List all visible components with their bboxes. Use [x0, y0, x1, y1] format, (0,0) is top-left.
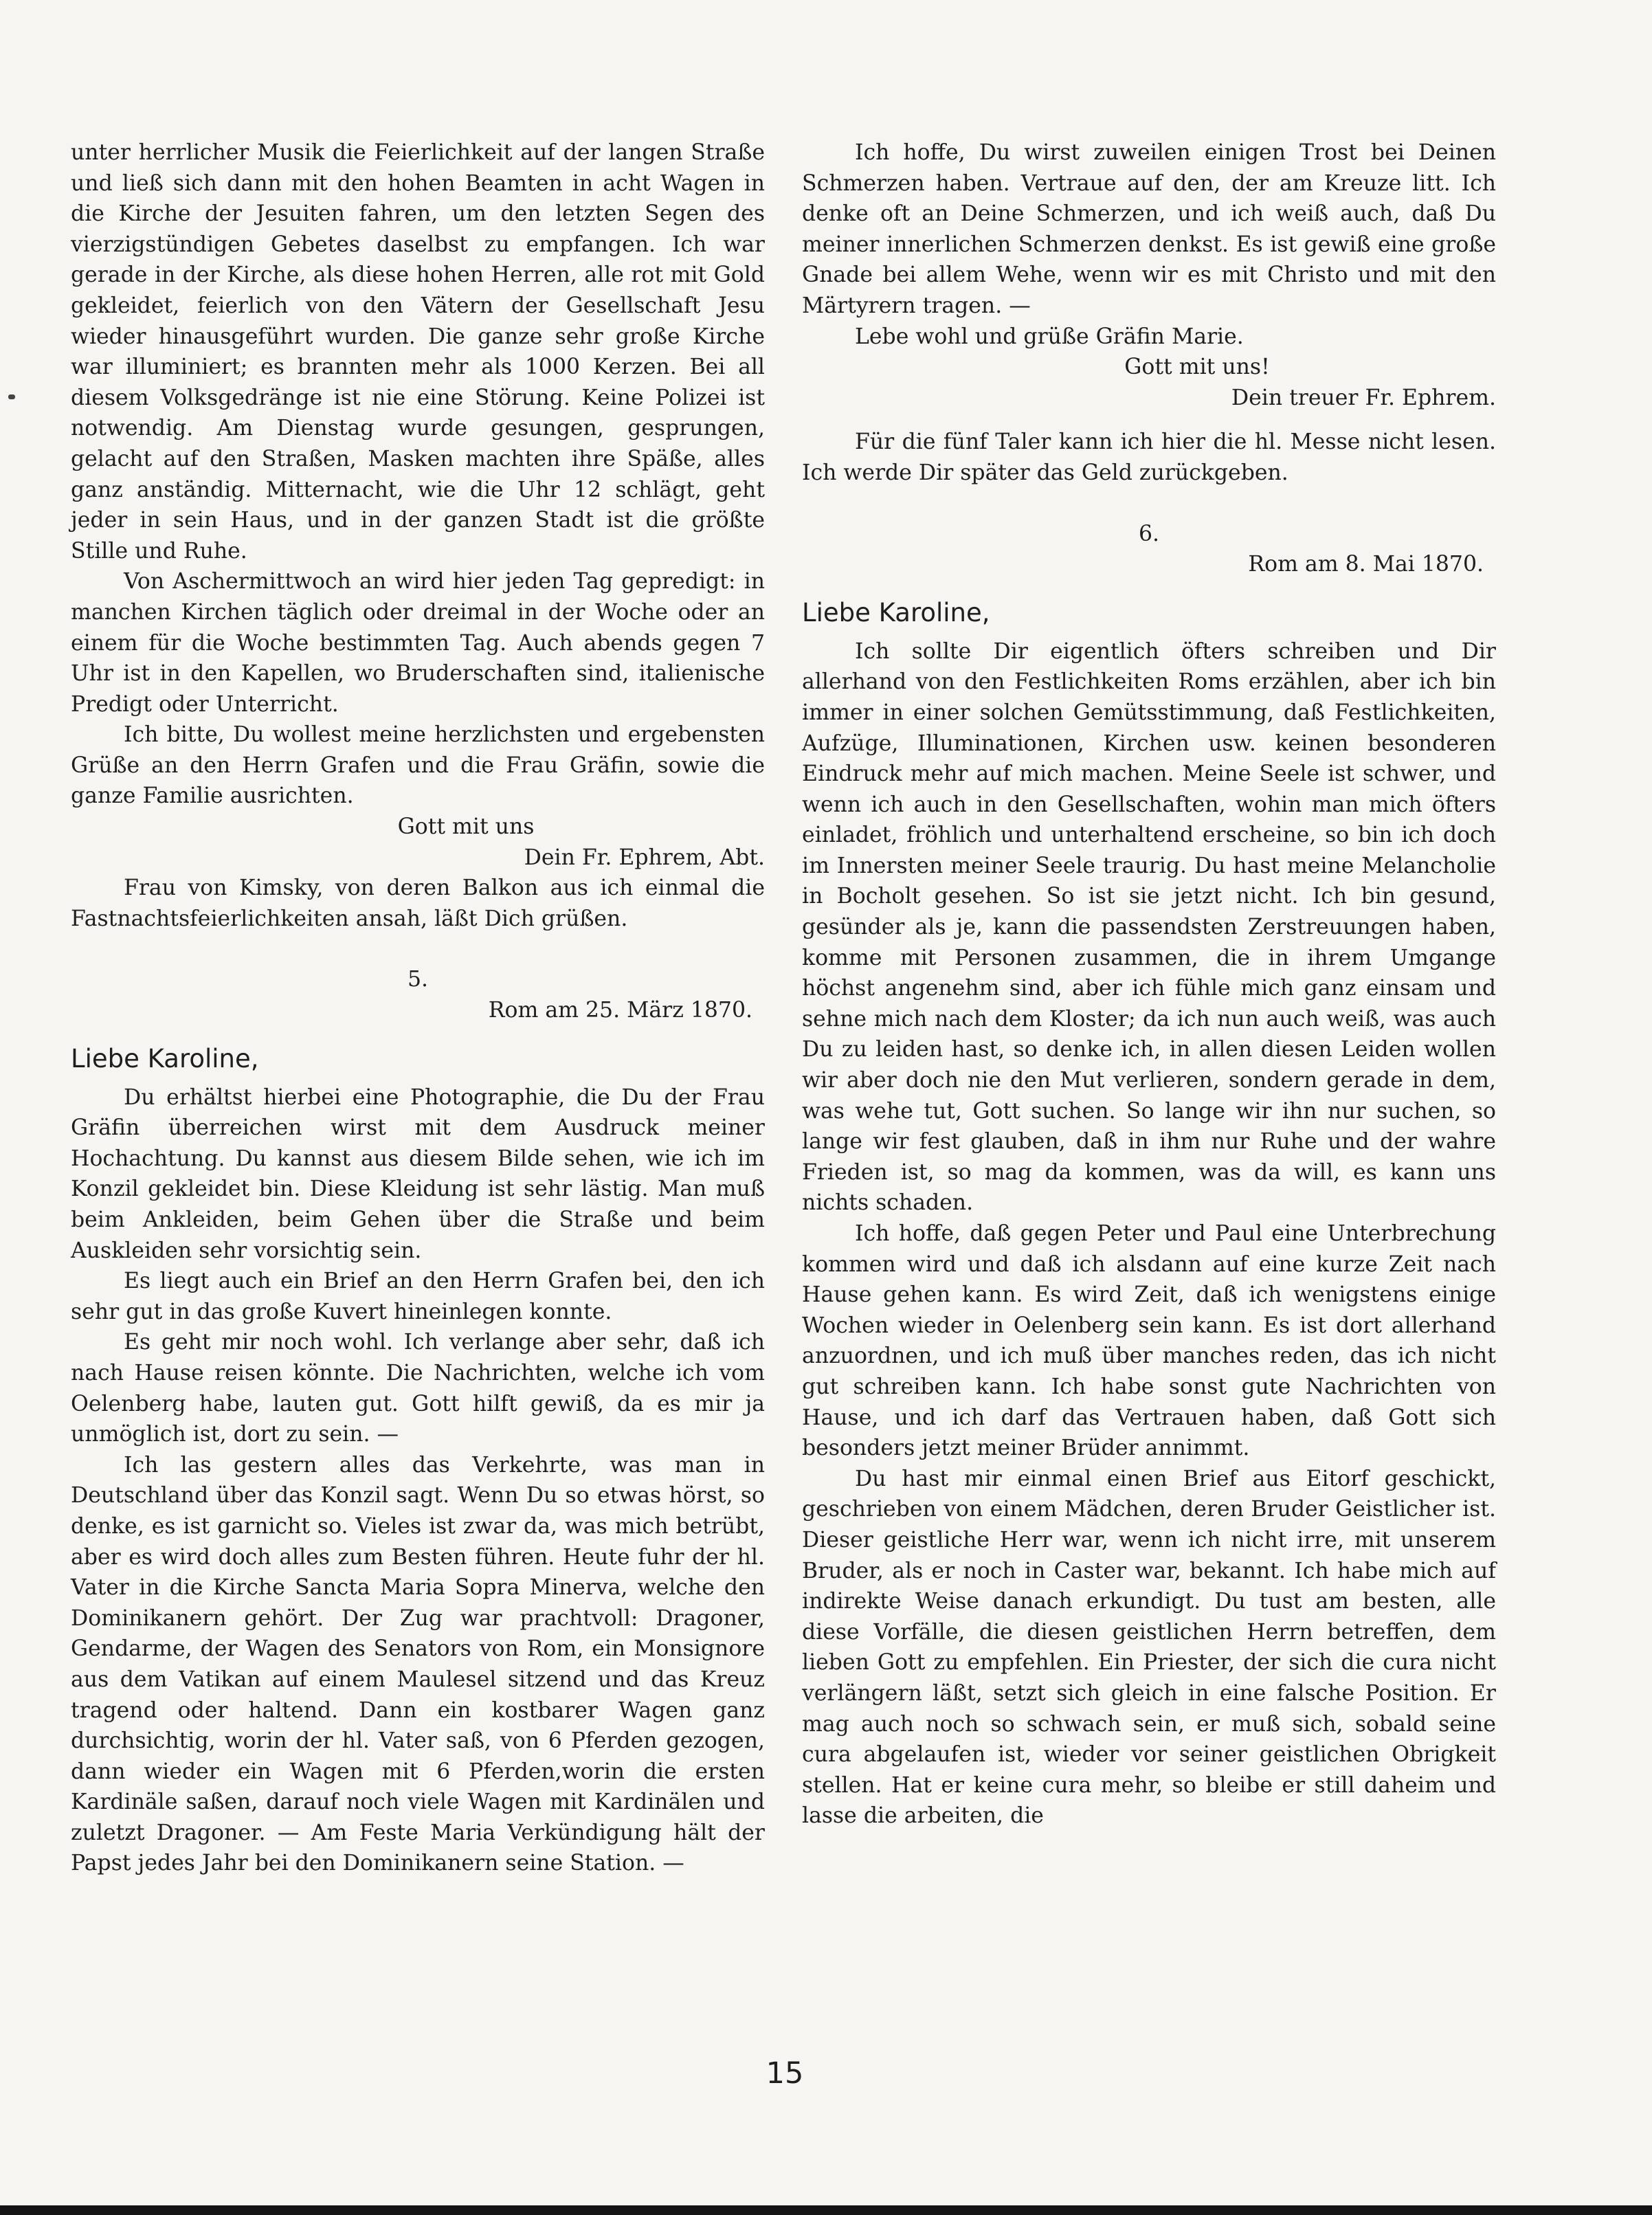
- paragraph: Von Aschermittwoch an wird hier jeden Tag gepredigt: in manchen Kirchen täglich oder dreimal in der Woche oder an einem für die Woche bestimmten Tag. Auch abends gegen 7 Uhr ist in den Kapellen, wo Bruderschaften sind, italienische Predigt oder Unterricht.: [71, 569, 765, 717]
- paragraph: Ich hoffe, daß gegen Peter und Paul eine Unterbrechung kommen wird und daß ich alsdann auf eine kurze Zeit nach Hause gehen kann. Es wird Zeit, daß ich wenigstens einige Wochen wieder in Oelenberg sein kann. Es ist dort allerhand anzuordnen, und ich muß über manches reden, das ich nicht gut schreiben kann. Ich habe sonst gute Nachrichten von Hause, und ich darf das Vertrauen haben, daß Gott sich besonders jetzt meiner Brüder annimmt.: [802, 1221, 1496, 1461]
- paragraph: Du erhältst hierbei eine Photographie, die Du der Frau Gräfin überreichen wirst mit dem Ausdruck meiner Hochachtung. Du kannst aus diesem Bilde sehen, wie ich im Konzil gekleidet bin. Diese Kleidung ist sehr lästig. Man muß beim Ankleiden, beim Gehen über die Straße und beim Auskleiden sehr vorsichtig sein.: [71, 1084, 765, 1263]
- letter-date: Rom am 25. März 1870.: [488, 998, 752, 1023]
- paragraph: Ich las gestern alles das Verkehrte, was man in Deutschland über das Konzil sagt. Wenn Du so etwas hörst, so denke, es ist garnicht so. Vieles ist zwar da, was mich betrübt, aber es wird doch alles zum Besten führen. Heute fuhr der hl. Vater in die Kirche Sancta Maria Sopra Minerva, welche den Dominikanern gehört. Der Zug war prachtvoll: Dragoner, Gendarme, der Wagen des Senators von Rom, ein Monsignore aus dem Vatikan auf einem Maulesel sitzend und das Kreuz tragend oder haltend. Dann ein kostbarer Wagen ganz durchsichtig, worin der hl. Vater saß, von 6 Pferden gezogen, dann wieder ein Wagen mit 6 Pferden,worin die ersten Kardinäle saßen, darauf noch viele Wagen mit Kardinälen und zuletzt Dragoner. — Am Feste Maria Verkündigung hält der Papst jedes Jahr bei den Dominikanern seine Station. —: [71, 1452, 765, 1876]
- right-column: [802, 137, 1496, 1832]
- paragraph: Für die fünf Taler kann ich hier die hl. Messe nicht lesen. Ich werde Dir später das Geld zurückgeben.: [802, 430, 1496, 485]
- paragraph: Frau von Kimsky, von deren Balkon aus ich einmal die Fastnachtsfeierlichkeiten ansah, läßt Dich grüßen.: [71, 876, 765, 931]
- salutation: Liebe Karoline,: [802, 597, 990, 627]
- salutation: Liebe Karoline,: [71, 1043, 259, 1073]
- paragraph: Ich bitte, Du wollest meine herzlichsten und ergebensten Grüße an den Herrn Grafen und die Frau Gräfin, sowie die ganze Familie ausrichten.: [71, 722, 765, 809]
- paragraph: Ich sollte Dir eigentlich öfters schreiben und Dir allerhand von den Festlichkeiten Roms erzählen, aber ich bin immer in einer solchen Gemütsstimmung, daß Festlichkeiten, Aufzüge, Illuminationen, Kirchen usw. keinen besonderen Eindruck mehr auf mich machen. Meine Seele ist schwer, und wenn ich auch in den Gesellschaften, wohin man mich öfters einladet, fröhlich und unterhaltend erscheine, so bin ich doch im Innersten meiner Seele traurig. Du hast meine Melancholie in Bocholt gesehen. So ist sie jetzt nicht. Ich bin gesund, gesünder als je, kann die passendsten Zerstreuungen haben, komme mit Personen zusammen, die in ihrem Umgange höchst angenehm sind, aber ich fühle mich ganz einsam und sehne mich nach dem Kloster; da ich nun auch weiß, was auch Du zu leiden hast, so denke ich, in allen diesen Leiden wollen wir aber doch nie den Mut verlieren, sondern gerade in dem, was wehe tut, Gott suchen. So lange wir ihn nur suchen, so lange wir fest glauben, daß in ihm nur Ruhe und der wahre Frieden ist, so mag da kommen, was da will, es kann uns nichts schaden.: [802, 638, 1496, 1216]
- paragraph: Ich hoffe, Du wirst zuweilen einigen Trost bei Deinen Schmerzen haben. Vertraue auf den, der am Kreuze litt. Ich denke oft an Deine Schmerzen, und ich weiß auch, daß Du meiner innerlichen Schmerzen denkst. Es ist gewiß eine große Gnade bei allem Wehe, wenn wir es mit Christo und mit den Märtyrern tragen. —: [802, 140, 1496, 318]
- paragraph: Es liegt auch ein Brief an den Herrn Grafen bei, den ich sehr gut in das große Kuvert hineinlegen konnte.: [71, 1269, 765, 1324]
- left-column: [71, 137, 765, 1879]
- signature-line: Gott mit uns!: [1124, 355, 1270, 380]
- paragraph: unter herrlicher Musik die Feierlichkeit auf der langen Straße und ließ sich dann mit den hohen Beamten in acht Wagen in die Kirche der Jesuiten fahren, um den letzten Segen des vierzigstündigen Gebetes daselbst zu empfangen. Ich war gerade in der Kirche, als diese hohen Herren, alle rot mit Gold gekleidet, feierlich von den Vätern der Gesellschaft Jesu wieder hinausgeführt wurden. Die ganze sehr große Kirche war illuminiert; es brannten mehr als 1000 Kerzen. Bei all diesem Volksgedränge ist nie eine Störung. Keine Polizei ist notwendig. Am Dienstag wurde gesungen, gesprungen, gelacht auf den Straßen, Masken machten ihre Späße, alles ganz anständig. Mitternacht, wie die Uhr 12 schlägt, geht jeder in sein Haus, und in der ganzen Stadt ist die größte Stille und Ruhe.: [71, 140, 765, 564]
- margin-mark: [8, 394, 15, 399]
- signature-line: Gott mit uns: [397, 814, 535, 840]
- letter-number: 6.: [1138, 521, 1160, 546]
- signature-line: Dein treuer Fr. Ephrem.: [1231, 385, 1496, 410]
- page-number: 15: [766, 2056, 804, 2091]
- paragraph: Lebe wohl und grüße Gräfin Marie.: [855, 324, 1244, 349]
- letter-date: Rom am 8. Mai 1870.: [1248, 552, 1484, 577]
- letter-number: 5.: [407, 967, 429, 992]
- paragraph: Du hast mir einmal einen Brief aus Eitorf geschickt, geschrieben von einem Mädchen, deren Bruder Geistlicher ist. Dieser geistliche Herr war, wenn ich nicht irre, mit unserem Bruder, als er noch in Caster war, bekannt. Ich habe mich auf indirekte Weise danach erkundigt. Du tust am besten, alle diese Vorfälle, die diesen geistlichen Herrn betreffen, dem lieben Gott zu empfehlen. Ein Priester, der sich die cura nicht verlängern läßt, setzt sich gleich in eine falsche Position. Er mag auch noch so schwach sein, er muß sich, sobald seine cura abgelaufen ist, wieder vor seiner geistlichen Obrigkeit stellen. Hat er keine cura mehr, so bleibe er still daheim und lasse die arbeiten, die: [802, 1466, 1496, 1829]
- scan-bottom-edge: [0, 2205, 1652, 2215]
- paragraph: Es geht mir noch wohl. Ich verlange aber sehr, daß ich nach Hause reisen könnte. Die Nachrichten, welche ich vom Oelenberg habe, lauten gut. Gott hilft gewiß, da es mir ja unmöglich ist, dort zu sein. —: [71, 1330, 765, 1447]
- signature-line: Dein Fr. Ephrem, Abt.: [524, 845, 765, 870]
